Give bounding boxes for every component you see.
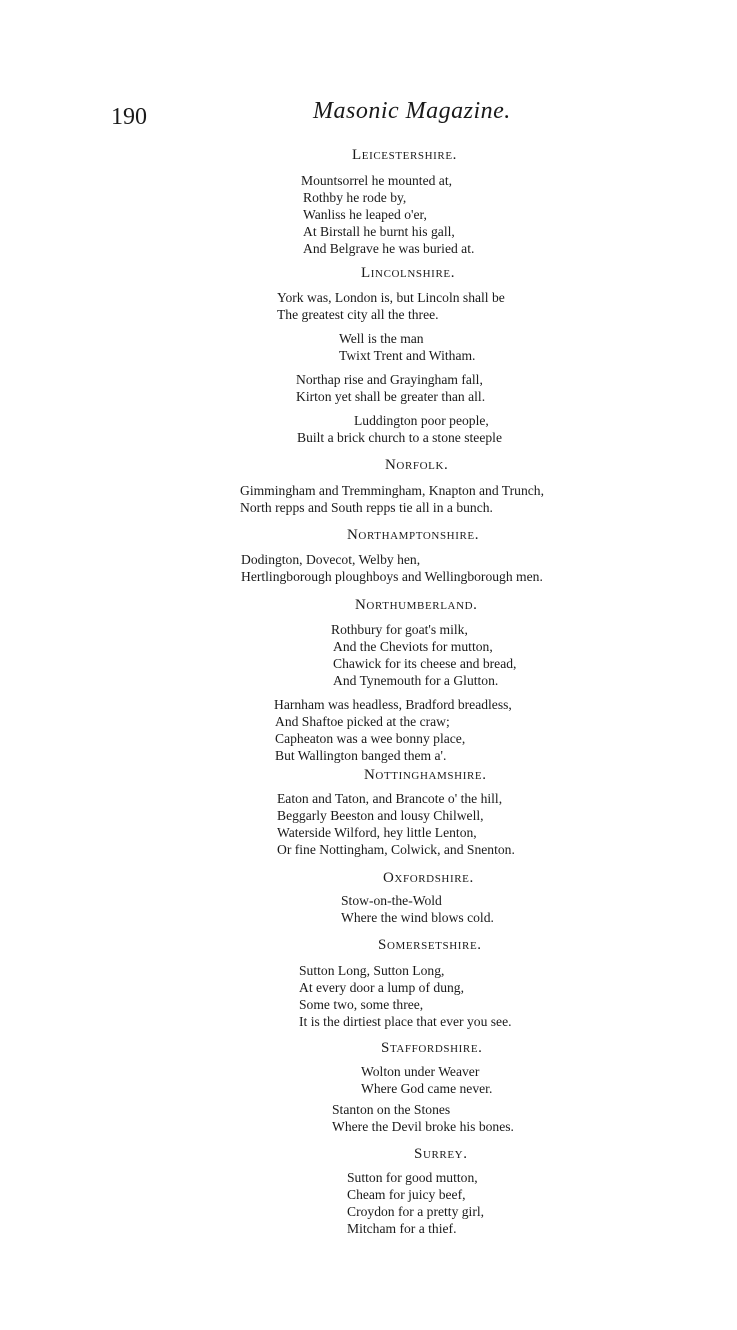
poem-line: Capheaton was a wee bonny place, <box>275 731 466 746</box>
poem-line: Beggarly Beeston and lousy Chilwell, <box>277 808 484 823</box>
poem-line: Rothbury for goat's milk, <box>331 622 468 637</box>
section-heading-surrey: Surrey. <box>414 1146 468 1162</box>
page-number: 190 <box>111 104 147 130</box>
poem-line: Croydon for a pretty girl, <box>347 1204 485 1219</box>
poem-line: And the Cheviots for mutton, <box>333 639 493 654</box>
poem-line: York was, London is, but Lincoln shall be <box>277 290 505 305</box>
poem-line: Stanton on the Stones <box>332 1102 451 1117</box>
poem-line: Sutton Long, Sutton Long, <box>299 963 445 978</box>
poem-line: Cheam for juicy beef, <box>347 1187 466 1202</box>
running-title: Masonic Magazine. <box>313 98 511 124</box>
section-heading-leicestershire: Leicestershire. <box>352 147 458 163</box>
poem-line: Stow-on-the-Wold <box>341 893 442 908</box>
poem-line: Twixt Trent and Witham. <box>339 348 476 363</box>
poem-line: North repps and South repps tie all in a bunch. <box>240 500 493 515</box>
poem-line: Where the wind blows cold. <box>341 910 494 925</box>
poem-line: Where the Devil broke his bones. <box>332 1119 514 1134</box>
section-heading-staffordshire: Staffordshire. <box>381 1040 483 1056</box>
poem-line: Wanliss he leaped o'er, <box>303 207 427 222</box>
poem-line: Eaton and Taton, and Brancote o' the hill, <box>277 791 503 806</box>
poem-line: But Wallington banged them a'. <box>275 748 447 763</box>
section-heading-lincolnshire: Lincolnshire. <box>361 265 456 281</box>
poem-line: Dodington, Dovecot, Welby hen, <box>241 552 421 567</box>
section-heading-northumberland: Northumberland. <box>355 597 478 613</box>
section-heading-oxfordshire: Oxfordshire. <box>383 870 474 886</box>
poem-line: Chawick for its cheese and bread, <box>333 656 517 671</box>
section-heading-somersetshire: Somersetshire. <box>378 937 482 953</box>
poem-line: And Shaftoe picked at the craw; <box>275 714 450 729</box>
poem-line: Built a brick church to a stone steeple <box>297 430 502 445</box>
section-heading-nottinghamshire: Nottinghamshire. <box>364 767 487 783</box>
poem-line: Luddington poor people, <box>354 413 489 428</box>
poem-line: Kirton yet shall be greater than all. <box>296 389 486 404</box>
poem-line: Sutton for good mutton, <box>347 1170 478 1185</box>
poem-line: At Birstall he burnt his gall, <box>303 224 455 239</box>
poem-line: Mountsorrel he mounted at, <box>301 173 453 188</box>
poem-line: And Tynemouth for a Glutton. <box>333 673 499 688</box>
poem-line: The greatest city all the three. <box>277 307 439 322</box>
section-heading-northamptonshire: Northamptonshire. <box>347 527 480 543</box>
poem-line: Well is the man <box>339 331 424 346</box>
poem-line: At every door a lump of dung, <box>299 980 464 995</box>
poem-line: Harnham was headless, Bradford breadless, <box>274 697 512 712</box>
poem-line: Gimmingham and Tremmingham, Knapton and Trunch, <box>240 483 544 498</box>
poem-line: Where God came never. <box>361 1081 493 1096</box>
poem-line: Rothby he rode by, <box>303 190 407 205</box>
poem-line: And Belgrave he was buried at. <box>303 241 475 256</box>
poem-line: Waterside Wilford, hey little Lenton, <box>277 825 477 840</box>
poem-line: It is the dirtiest place that ever you see. <box>299 1014 512 1029</box>
section-heading-norfolk: Norfolk. <box>385 457 449 473</box>
poem-line: Mitcham for a thief. <box>347 1221 457 1236</box>
poem-line: Hertlingborough ploughboys and Wellingborough men. <box>241 569 543 584</box>
poem-line: Or fine Nottingham, Colwick, and Snenton. <box>277 842 515 857</box>
poem-line: Northap rise and Grayingham fall, <box>296 372 483 387</box>
poem-line: Wolton under Weaver <box>361 1064 480 1079</box>
poem-line: Some two, some three, <box>299 997 424 1012</box>
